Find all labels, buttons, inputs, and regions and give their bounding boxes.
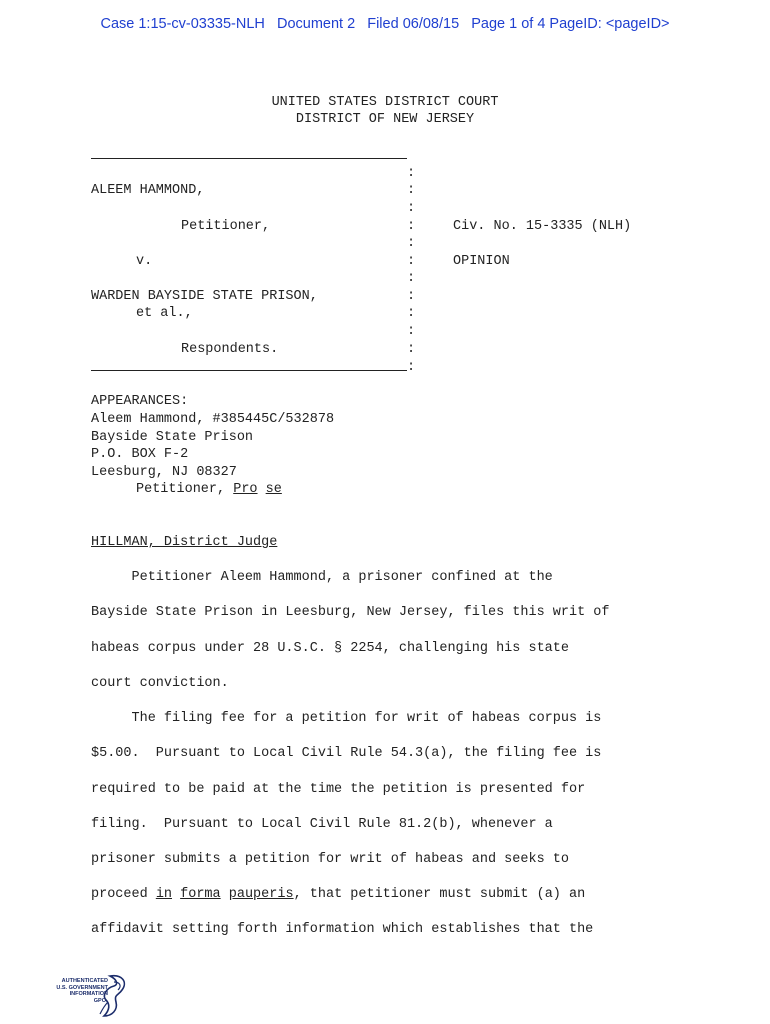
- text-run: , that petitioner must submit (a) an: [293, 887, 586, 902]
- appearance-line: Leesburg, NJ 08327: [91, 465, 237, 480]
- caption-top-rule: [91, 158, 407, 159]
- seal-line: U.S. GOVERNMENT: [56, 984, 108, 991]
- seal-line: GPO: [93, 997, 106, 1004]
- body-line: filing. Pursuant to Local Civil Rule 81.2(b), whenever a: [91, 817, 553, 832]
- appearances-heading: APPEARANCES:: [91, 394, 189, 409]
- eagle-icon: [44, 972, 134, 1018]
- caption-colon: :: [407, 201, 416, 216]
- caption-colon: :: [407, 254, 416, 269]
- caption-colon: :: [407, 236, 416, 251]
- document-type: OPINION: [453, 254, 510, 269]
- caption-colon: :: [407, 324, 416, 339]
- seal-line: INFORMATION: [69, 991, 108, 997]
- caption-colon: :: [407, 166, 416, 181]
- judge-heading: HILLMAN, District Judge: [91, 535, 278, 550]
- court-district: DISTRICT OF NEW JERSEY: [295, 112, 475, 127]
- body-line: The filing fee for a petition for writ of habeas corpus is: [91, 711, 602, 726]
- caption-colon: :: [407, 183, 416, 198]
- caption-colon: :: [407, 360, 416, 375]
- seal-line: AUTHENTICATED: [61, 978, 108, 984]
- caption-bottom-rule: [91, 370, 407, 371]
- body-line: court conviction.: [91, 676, 229, 691]
- caption-colon: :: [407, 342, 416, 357]
- body-line: Petitioner Aleem Hammond, a prisoner confined at the: [91, 570, 553, 585]
- versus: v.: [136, 254, 153, 269]
- petitioner-role: Petitioner,: [181, 219, 271, 234]
- body-line: affidavit setting forth information which establishes that the: [91, 922, 594, 937]
- body-line: [91, 887, 585, 902]
- respondent-etal: et al.,: [136, 306, 193, 321]
- petitioner-name: ALEEM HAMMOND,: [91, 183, 205, 198]
- caption-colon: :: [407, 219, 416, 234]
- civil-number: Civ. No. 15-3335 (NLH): [453, 219, 632, 234]
- pro-text: Pro: [233, 482, 258, 497]
- body-line: required to be paid at the time the petition is presented for: [91, 782, 586, 797]
- text-run: proceed: [91, 887, 156, 902]
- latin-in: in: [155, 887, 173, 902]
- appearance-role: [136, 482, 282, 497]
- respondent-role: Respondents.: [181, 342, 279, 357]
- se-text: se: [265, 482, 282, 497]
- body-line: $5.00. Pursuant to Local Civil Rule 54.3(a), the filing fee is: [91, 746, 602, 761]
- filing-stamp: Case 1:15-cv-03335-NLH Document 2 Filed 06/08/15 Page 1 of 4 PageID: <pageID>: [100, 16, 670, 32]
- caption-colon: :: [407, 306, 416, 321]
- latin-pauperis: pauperis: [228, 887, 294, 902]
- body-line: habeas corpus under 28 U.S.C. § 2254, challenging his state: [91, 641, 569, 656]
- court-name: UNITED STATES DISTRICT COURT: [271, 95, 499, 110]
- gpo-authentication-seal: [44, 972, 134, 1018]
- caption-colon: :: [407, 289, 416, 304]
- body-line: prisoner submits a petition for writ of habeas and seeks to: [91, 852, 569, 867]
- caption-colon: :: [407, 271, 416, 286]
- appearance-line: Bayside State Prison: [91, 430, 254, 445]
- role-prefix: Petitioner,: [136, 482, 234, 497]
- respondent-name: WARDEN BAYSIDE STATE PRISON,: [91, 289, 318, 304]
- body-line: Bayside State Prison in Leesburg, New Jersey, files this writ of: [91, 605, 610, 620]
- latin-forma: forma: [180, 887, 221, 902]
- appearance-line: Aleem Hammond, #385445C/532878: [91, 412, 335, 427]
- appearance-line: P.O. BOX F-2: [91, 447, 189, 462]
